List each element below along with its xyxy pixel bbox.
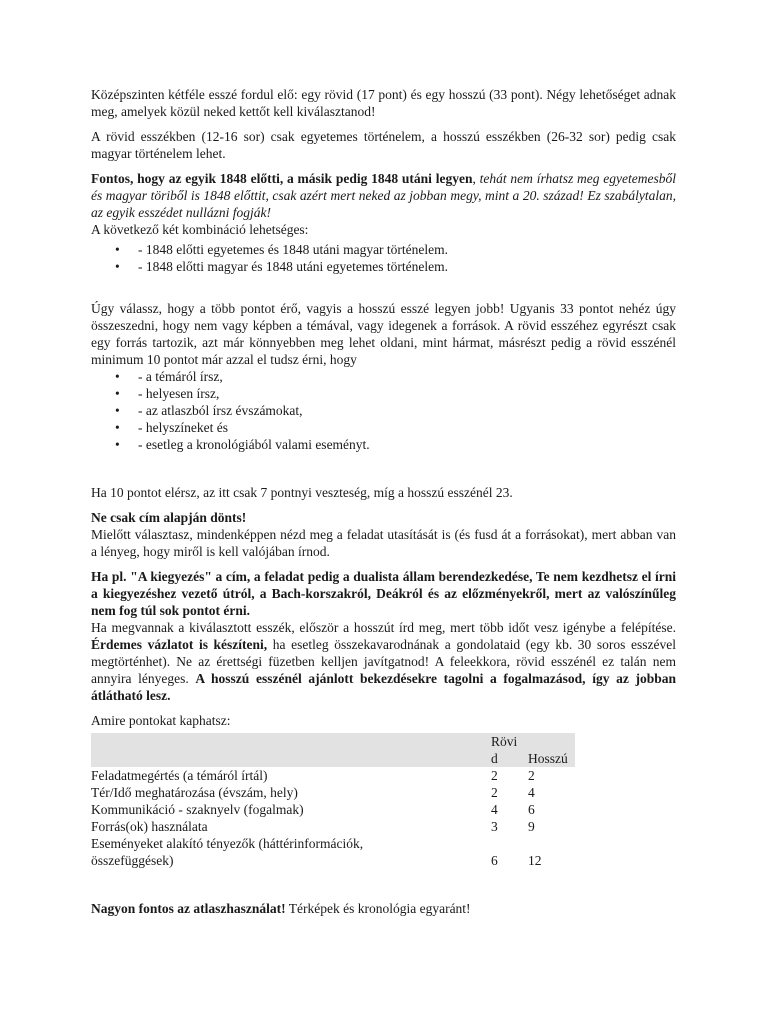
final-text: Térképek és kronológia egyaránt! [285,901,471,916]
essay-scope-paragraph: A rövid esszékben (12-16 sor) csak egyetemes történelem, a hosszú esszékben (26-32 sor) pedig csak magyar történelem lehet. [91,129,676,161]
list-item [91,436,676,453]
table-cell-long: 4 [528,785,535,800]
table-cell-short: 2 [491,785,498,800]
bullet-icon: • [115,437,120,452]
list-item-text: - helyesen írsz, [138,386,220,401]
combinations-intro: A következő két kombináció lehetséges: [91,222,309,237]
list-item-text: - az atlaszból írsz évszámokat, [138,403,303,418]
list-item-text: - 1848 előtti magyar és 1848 utáni egyetemes történelem. [138,259,449,274]
table-cell-label: Feladatmegértés (a témáról írtál) [91,768,268,783]
table-row [91,784,575,801]
title-advice-text: Mielőtt választasz, mindenképpen nézd meg a feladat utasítását is (és fusd át a forrásokat), mert abban van a lényeg, hogy miről is kell valójában írnod. [91,527,676,559]
example-bold: Ha pl. "A kiegyezés" a cím, a feladat pedig a dualista állam berendezkedése, Te nem kezdhetsz el írni a kiegyezéshez vezető útról, a Bach-korszakról, Deákról és az előzményekről, mert az valószínűleg nem fog túl sok pontot érni. [91,569,676,618]
rule-comma: , [472,171,480,186]
list-item [91,402,676,419]
table-cell-short: 6 [491,853,498,868]
list-item-text: - 1848 előtti egyetemes és 1848 utáni magyar történelem. [138,242,449,257]
table-row [91,835,575,869]
table-cell-long: 6 [528,802,535,817]
spacer [91,461,676,484]
table-cell-long: 9 [528,819,535,834]
final-bold: Nagyon fontos az atlaszhasználat! [91,901,286,916]
title-advice-heading: Ne csak cím alapján dönts! [91,510,247,525]
title-advice-paragraph [91,509,676,560]
table-cell-label: Kommunikáció - szaknyelv (fogalmak) [91,802,304,817]
choice-paragraph: Úgy válassz, hogy a több pontot érő, vagyis a hosszú esszé legyen jobb! Ugyanis 33 pontot nehéz úgy összeszedni, hogy nem vagy képben a témával, vagy idegenek a források. A rövid esszéhez egyrészt csak egy forrás tartozik, azt már könnyebben meg lehet oldani, mint hármat, másrészt pedig a rövid esszénél minimum 10 pontot már azzal el tudsz érni, hogy [91,301,676,367]
table-cell-long: 2 [528,768,535,783]
example-text-c: ha esetleg összekavarodnának a gondolataid (egy kb. 30 soros esszével megtörténhet). Ne az érettségi füzetben kelljen javítgatnod! A feleekkora, rövid esszénél ez talán nem annyira lényeges. [91,637,677,686]
rule-italic: tehát nem írhatsz meg egyetemesből és magyar töriből is 1848 előttit, csak azért mert neked az jobban megy, mint a 20. század! Ez szabálytalan, az egyik esszédet nullázni fogják! [91,171,676,220]
list-item [91,258,676,275]
list-item [91,368,676,385]
bullet-icon: • [115,242,120,257]
table-cell-label-line2: összefüggések) [91,853,174,868]
scoring-table [91,733,575,869]
table-cell-label [91,835,491,869]
table-cell-label: Tér/Idő meghatározása (évszám, hely) [91,785,298,800]
list-item [91,385,676,402]
list-item [91,419,676,436]
table-row [91,801,575,818]
bullet-icon: • [115,259,120,274]
points-loss-paragraph: Ha 10 pontot elérsz, az itt csak 7 pontnyi veszteség, míg a hosszú esszénél 23. [91,485,513,500]
table-row [91,767,575,784]
table-header-blank [91,733,491,767]
example-bold-draft: Érdemes vázlatot is készíteni, [91,637,268,652]
table-header-short-label: Rövid [491,734,518,766]
example-text-a: Ha megvannak a kiválasztott esszék, először a hosszút írd meg, mert több időt vesz igénybe a felépítése. [91,620,676,635]
list-item [91,241,676,258]
example-paragraph [91,568,676,704]
table-header-long: Hosszú [528,733,575,767]
table-cell-long: 12 [528,853,542,868]
bullet-icon: • [115,420,120,435]
table-header-short [491,733,528,767]
example-bold-paragraphs: A hosszú esszénél ajánlott bekezdésekre tagolni a fogalmazásod, így az jobban átlátható lesz. [91,671,676,703]
table-row [91,818,575,835]
bullet-icon: • [115,403,120,418]
combination-list [91,241,676,275]
table-header-row [91,733,575,767]
tips-list [91,368,676,453]
table-cell-short: 3 [491,819,498,834]
intro-paragraph: Középszinten kétféle esszé fordul elő: egy rövid (17 pont) és egy hosszú (33 pont). Négy lehetőséget adnak meg, amelyek közül neked kettőt kell kiválasztanod! [91,87,676,119]
table-cell-label: Forrás(ok) használata [91,819,208,834]
bullet-icon: • [115,386,120,401]
list-item-text: - a témáról írsz, [138,369,223,384]
document-body [91,86,676,925]
bullet-icon: • [115,369,120,384]
rule-bold: Fontos, hogy az egyik 1848 előtti, a másik pedig 1848 utáni legyen [91,171,473,186]
list-item-text: - esetleg a kronológiából valami eseményt. [138,437,370,452]
spacer [91,283,676,300]
table-cell-label-line1: Eseményeket alakító tényezők (háttérinformációk, [91,836,364,851]
table-cell-short: 4 [491,802,498,817]
list-item-text: - helyszíneket és [138,420,228,435]
spacer [91,869,676,900]
table-cell-short: 2 [491,768,498,783]
final-paragraph [91,900,676,917]
points-intro: Amire pontokat kaphatsz: [91,713,231,728]
rule-paragraph [91,170,676,221]
